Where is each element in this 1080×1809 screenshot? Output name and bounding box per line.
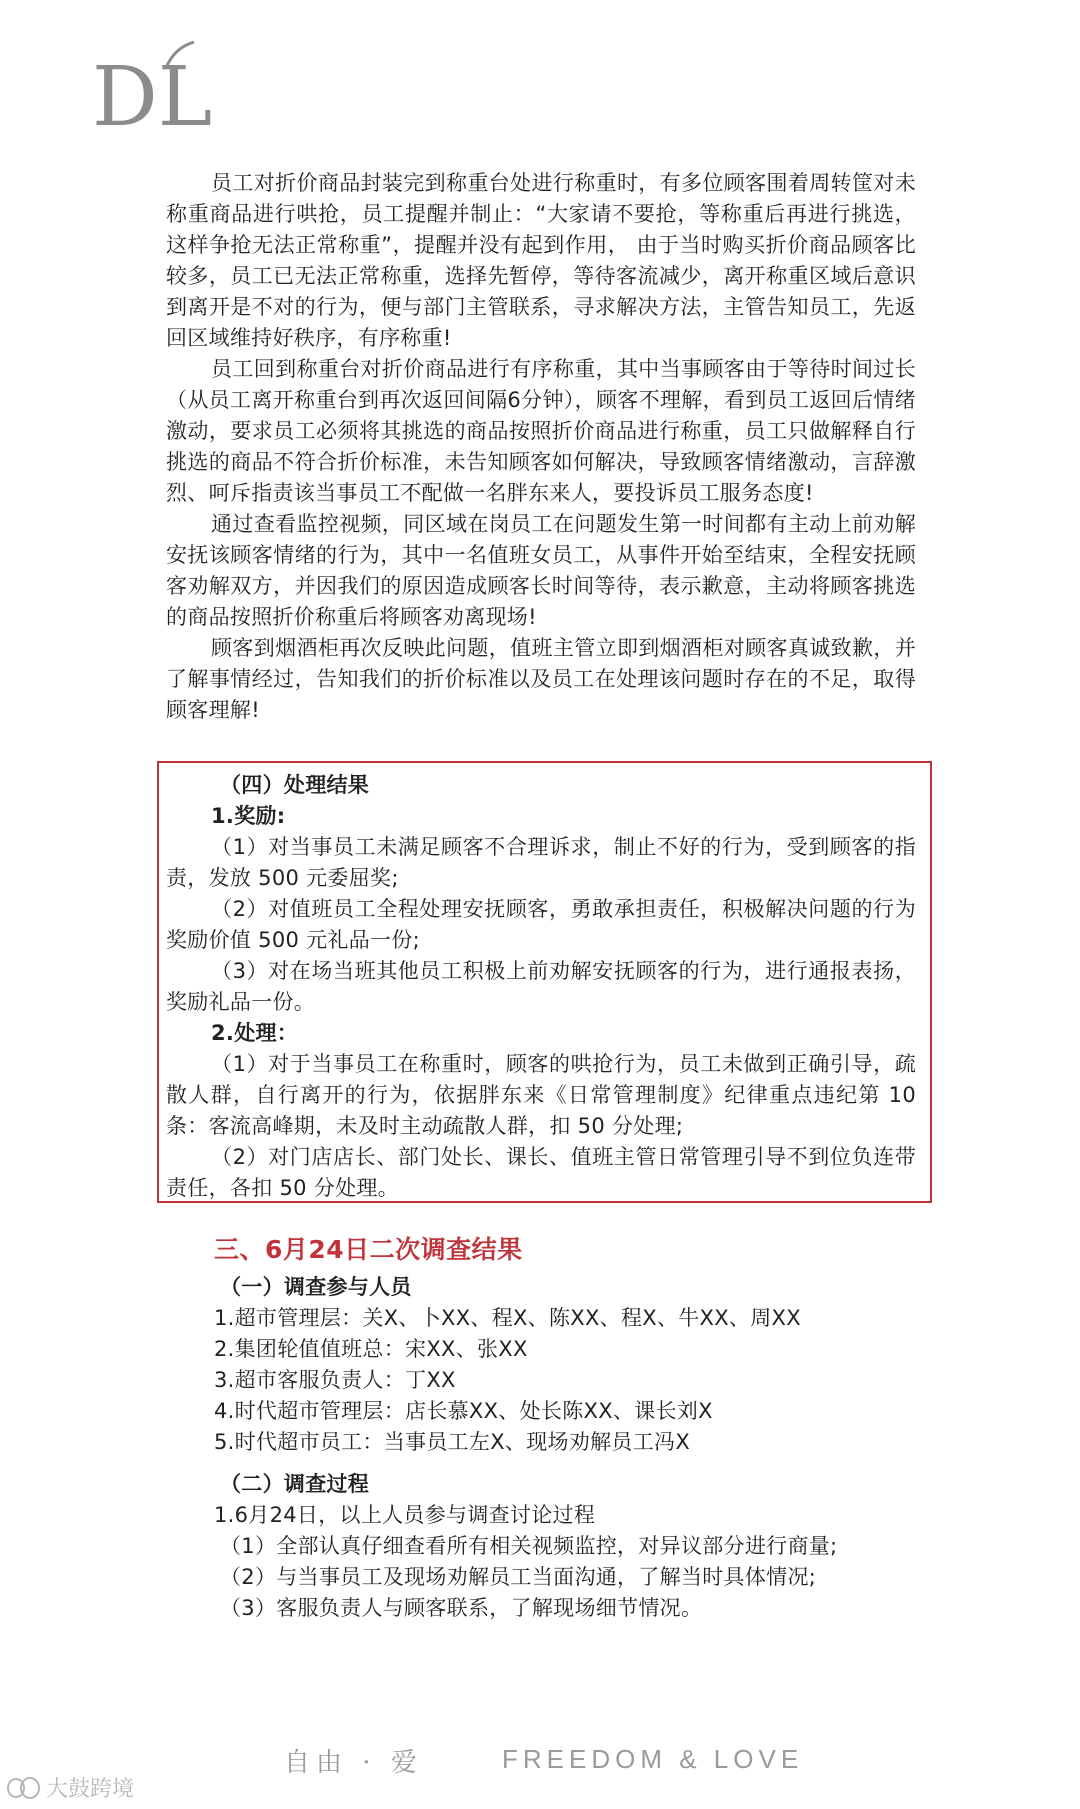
participant-item: 3.超市客服负责人：丁XX: [214, 1368, 456, 1392]
body-paragraph: 顾客到烟酒柜再次反映此问题，值班主管立即到烟酒柜对顾客真诚致歉，并了解事情经过，告知我们的折价标准以及员工在处理该问题时存在的不足，取得顾客理解!: [166, 636, 916, 722]
reward-heading: 1.奖励:: [211, 804, 286, 828]
process-item: （1）全部认真仔细查看所有相关视频监控，对异议部分进行商量;: [220, 1534, 838, 1558]
section-title: 三、6月24日二次调查结果: [214, 1235, 523, 1264]
process-intro: 1.6月24日，以上人员参与调查讨论过程: [214, 1503, 596, 1527]
dl-logo: [92, 40, 217, 135]
footer-slogan-cn: 自由 · 爱: [284, 1748, 423, 1778]
body-paragraph: 员工对折价商品封装完到称重台处进行称重时，有多位顾客围着周转筐对未称重商品进行哄抢，员工提醒并制止：“大家请不要抢，等称重后再进行挑选，这样争抢无法正常称重”，提醒并没有起到作用， 由于当时购买折价商品顾客比较多，员工已无法正常称重，选择先暂停，等待客流减少，离开称重区域后意识到离开是不对的行为，便与部门主管联系，寻求解决方法，主管告知员工，先返回区域维持好秩序，有序称重!: [166, 171, 916, 350]
reward-item: （2）对值班员工全程处理安抚顾客，勇敢承担责任，积极解决问题的行为奖励价值 500 元礼品一份;: [166, 897, 916, 952]
process-item: （2）与当事员工及现场劝解员工当面沟通，了解当时具体情况;: [220, 1565, 817, 1589]
penalty-item: （2）对门店店长、部门处长、课长、值班主管日常管理引导不到位负连带责任，各扣 50 分处理。: [166, 1145, 916, 1200]
watermark: [6, 1772, 134, 1803]
participant-item: 5.时代超市员工：当事员工左X、现场劝解员工冯X: [214, 1430, 691, 1454]
participant-item: 2.集团轮值值班总：宋XX、张XX: [214, 1337, 528, 1361]
process-heading: （二）调查过程: [220, 1472, 370, 1496]
participants-heading: （一）调查参与人员: [220, 1275, 412, 1299]
participant-item: 4.时代超市管理层：店长慕XX、处长陈XX、课长刘X: [214, 1399, 713, 1423]
reward-item: （3）对在场当班其他员工积极上前劝解安抚顾客的行为，进行通报表扬，奖励礼品一份。: [166, 959, 916, 1014]
watermark-text: 大鼓跨境: [46, 1777, 135, 1802]
result-section: [166, 770, 916, 1204]
body-paragraph: 通过查看监控视频，同区域在岗员工在问题发生第一时间都有主动上前劝解安抚该顾客情绪的行为，其中一名值班女员工，从事件开始至结束，全程安抚顾客劝解双方，并因我们的原因造成顾客长时间等待，表示歉意，主动将顾客挑选的商品按照折价称重后将顾客劝离现场!: [166, 512, 916, 629]
watermark-icon: [6, 1774, 42, 1802]
body-paragraph: 员工回到称重台对折价商品进行有序称重，其中当事顾客由于等待时间过长（从员工离开称重台到再次返回间隔6分钟），顾客不理解，看到员工返回后情绪激动，要求员工必须将其挑选的商品按照折价商品进行称重，员工只做解释自行挑选的商品不符合折价标准，未告知顾客如何解决，导致顾客情绪激动，言辞激烈、呵斥指责该当事员工不配做一名胖东来人，要投诉员工服务态度!: [166, 357, 916, 505]
dl-logo-text: DL: [92, 50, 213, 135]
incident-description: [166, 168, 916, 726]
penalty-item: （1）对于当事员工在称重时，顾客的哄抢行为，员工未做到正确引导，疏散人群，自行离开的行为，依据胖东来《日常管理制度》纪律重点违纪第 10 条：客流高峰期，未及时主动疏散人群，扣 50 分处理;: [166, 1052, 916, 1138]
survey-section: [214, 1272, 914, 1624]
process-item: （3）客服负责人与顾客联系，了解现场细节情况。: [220, 1596, 703, 1620]
result-heading: （四）处理结果: [220, 773, 370, 797]
penalty-heading: 2.处理：: [211, 1021, 299, 1045]
reward-item: （1）对当事员工未满足顾客不合理诉求，制止不好的行为，受到顾客的指责，发放 500 元委屈奖;: [166, 835, 916, 890]
footer: [0, 1742, 1080, 1782]
footer-slogan-en: FREEDOM & LOVE: [502, 1744, 804, 1774]
participant-item: 1.超市管理层：关X、卜XX、程X、陈XX、程X、牛XX、周XX: [214, 1306, 801, 1330]
